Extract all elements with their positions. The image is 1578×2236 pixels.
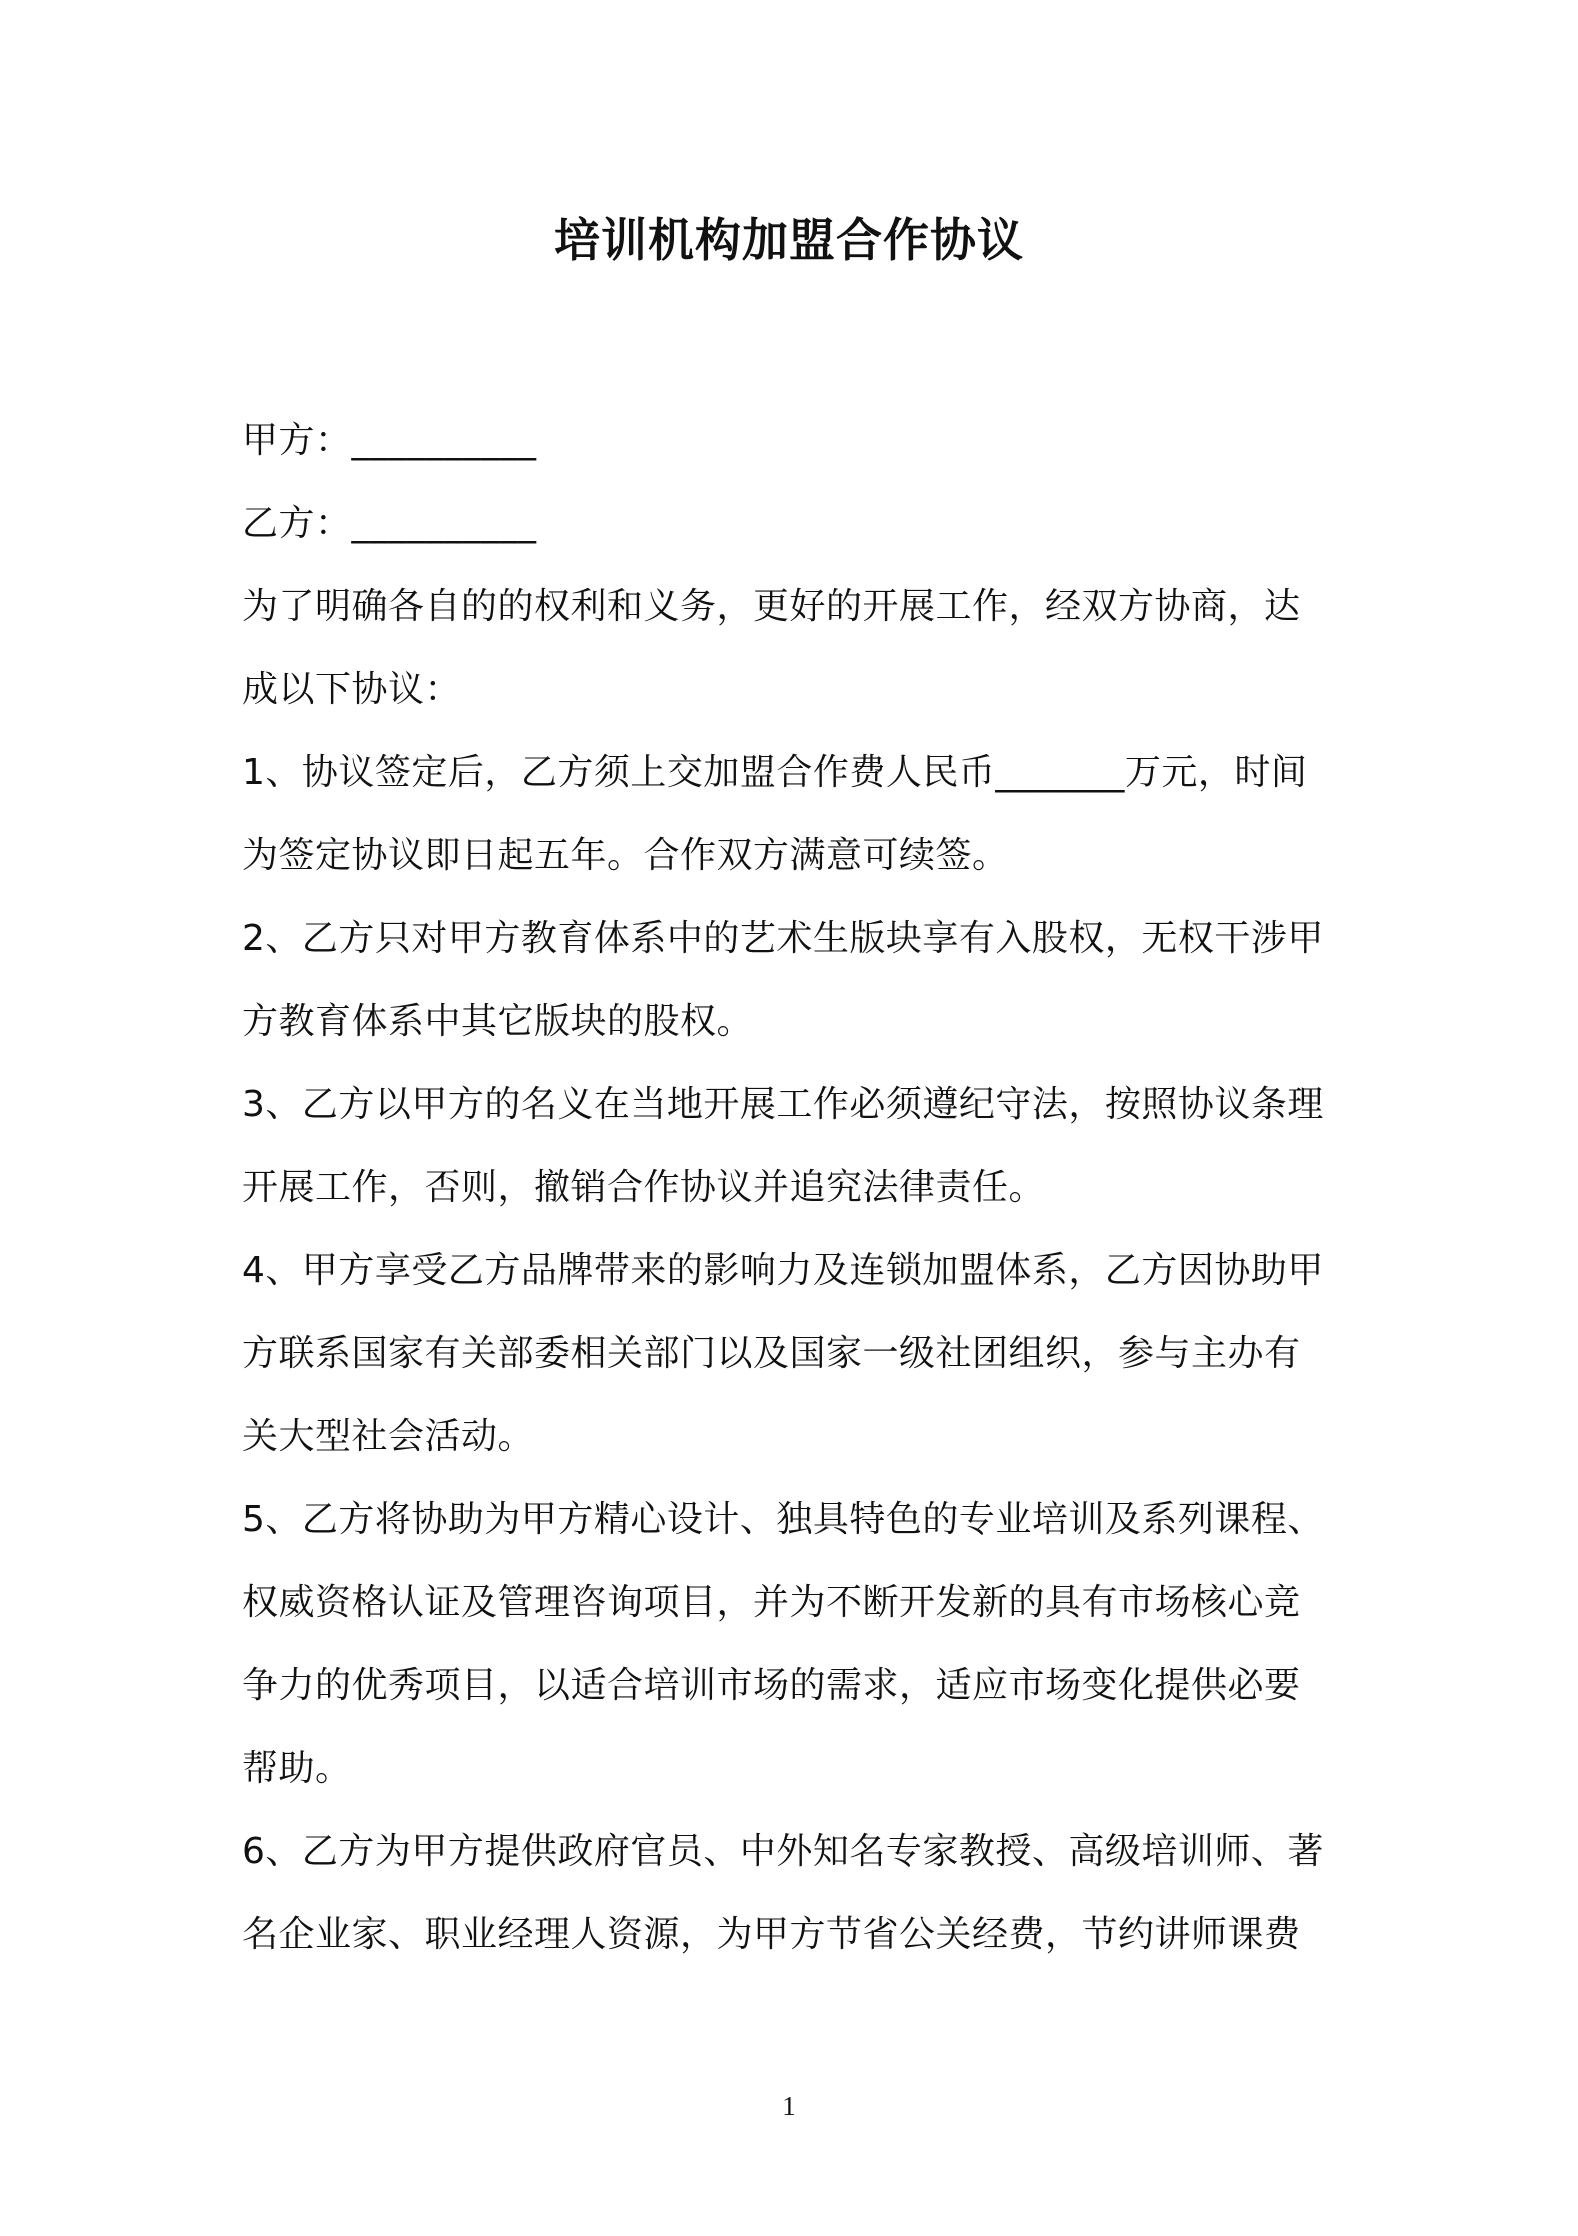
clause-1-line-2: 为签定协议即日起五年。合作双方满意可续签。 [242, 835, 1009, 876]
clause-2-line-1: 2、乙方只对甲方教育体系中的艺术生版块享有入股权，无权干涉甲 [242, 918, 1324, 959]
clause-4-line-2: 方联系国家有关部委相关部门以及国家一级社团组织，参与主办有 [242, 1333, 1301, 1374]
clause-4-line-3: 关大型社会活动。 [242, 1416, 535, 1457]
clause-5-line-2: 权威资格认证及管理咨询项目，并为不断开发新的具有市场核心竞 [242, 1582, 1301, 1623]
party-b-line: 乙方：__________ [242, 503, 537, 544]
page-number: 1 [782, 2091, 796, 2121]
clause-1-line-1: 1、协议签定后，乙方须上交加盟合作费人民币_______万元，时间 [242, 752, 1308, 793]
clause-3-line-1: 3、乙方以甲方的名义在当地开展工作必须遵纪守法，按照协议条理 [242, 1084, 1324, 1125]
intro-line-2: 成以下协议： [242, 669, 462, 710]
party-a-line: 甲方：__________ [242, 420, 537, 461]
clause-6-line-2: 名企业家、职业经理人资源，为甲方节省公关经费，节约讲师课费 [242, 1914, 1301, 1955]
document-title: 培训机构加盟合作协议 [554, 213, 1024, 267]
intro-line-1: 为了明确各自的的权利和义务，更好的开展工作，经双方协商，达 [242, 586, 1301, 627]
document-body [242, 399, 1352, 1976]
clause-2-line-2: 方教育体系中其它版块的股权。 [242, 1001, 754, 1042]
clause-5-line-1: 5、乙方将协助为甲方精心设计、独具特色的专业培训及系列课程、 [242, 1499, 1324, 1540]
clause-6-line-1: 6、乙方为甲方提供政府官员、中外知名专家教授、高级培训师、著 [242, 1831, 1324, 1872]
clause-3-line-2: 开展工作，否则，撤销合作协议并追究法律责任。 [242, 1167, 1046, 1208]
clause-5-line-3: 争力的优秀项目，以适合培训市场的需求，适应市场变化提供必要 [242, 1665, 1301, 1706]
clause-5-line-4: 帮助。 [242, 1748, 352, 1789]
clause-4-line-1: 4、甲方享受乙方品牌带来的影响力及连锁加盟体系，乙方因协助甲 [242, 1250, 1324, 1291]
